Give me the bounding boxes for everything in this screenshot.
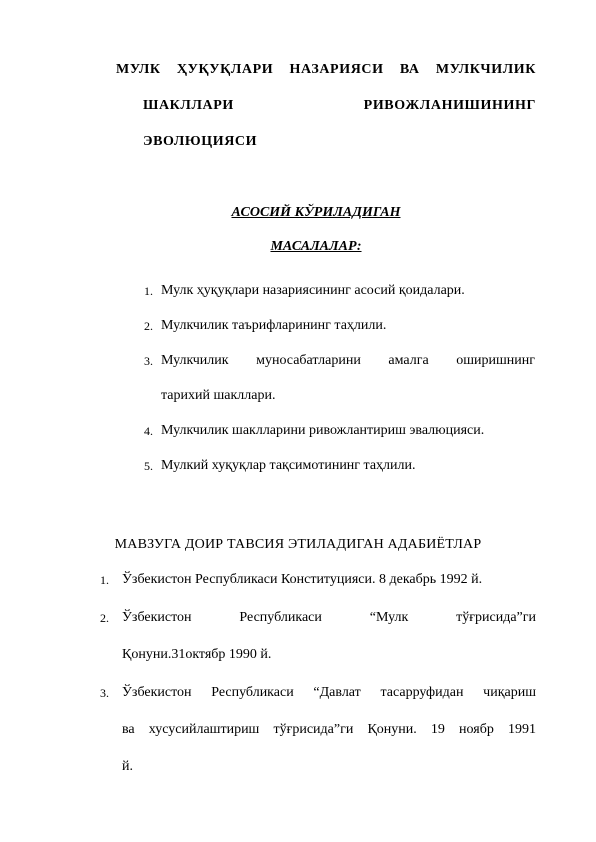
question-item: Мулкчилик таърифларининг таҳлили.: [161, 318, 387, 333]
title-line-3: ЭВОЛЮЦИЯСИ: [143, 134, 258, 149]
subtitle-line-1: АСОСИЙ КЎРИЛАДИГАН: [231, 205, 401, 220]
literature-number: 2.: [100, 611, 109, 625]
question-number: 2.: [144, 319, 153, 333]
question-number: 5.: [144, 459, 153, 473]
question-number: 3.: [144, 354, 153, 368]
literature-item-continuation: Қонуни.31октябр 1990 й.: [122, 647, 272, 662]
literature-item: Ўзбекистон Республикаси “Мулк тўғрисида”ги: [122, 610, 536, 625]
question-item: Мулкчилик шаклларини ривожлантириш эвалюцияси.: [161, 423, 485, 438]
question-number: 4.: [144, 424, 153, 438]
title-line-1: МУЛК ҲУҚУҚЛАРИ НАЗАРИЯСИ ВА МУЛКЧИЛИК: [116, 62, 536, 77]
literature-item: Ўзбекистон Республикаси “Давлат тасарруфидан чиқариш: [122, 685, 536, 700]
question-item: Мулкчилик муносабатларини амалга оширишнинг: [161, 353, 535, 368]
literature-item-continuation: й.: [122, 759, 133, 774]
literature-number: 1.: [100, 573, 109, 587]
subtitle-line-2: МАСАЛАЛАР:: [270, 239, 362, 254]
literature-heading: МАВЗУГА ДОИР ТАВСИЯ ЭТИЛАДИГАН АДАБИЁТЛАР: [114, 537, 482, 552]
literature-number: 3.: [100, 686, 109, 700]
question-item-continuation: тарихий шакллари.: [161, 388, 276, 403]
question-item: Мулкий хуқуқлар тақсимотининг таҳлили.: [161, 458, 416, 473]
title-line-2: ШАКЛЛАРИ РИВОЖЛАНИШИНИНГ: [143, 98, 536, 113]
literature-item-continuation: ва хусусийлаштириш тўғрисида”ги Қонуни. 19 ноябр 1991: [122, 722, 536, 737]
question-item: Мулк ҳуқуқлари назариясининг асосий қоидалари.: [161, 283, 465, 298]
question-number: 1.: [144, 284, 153, 298]
literature-item: Ўзбекистон Республикаси Конституцияси. 8 декабрь 1992 й.: [122, 572, 483, 587]
